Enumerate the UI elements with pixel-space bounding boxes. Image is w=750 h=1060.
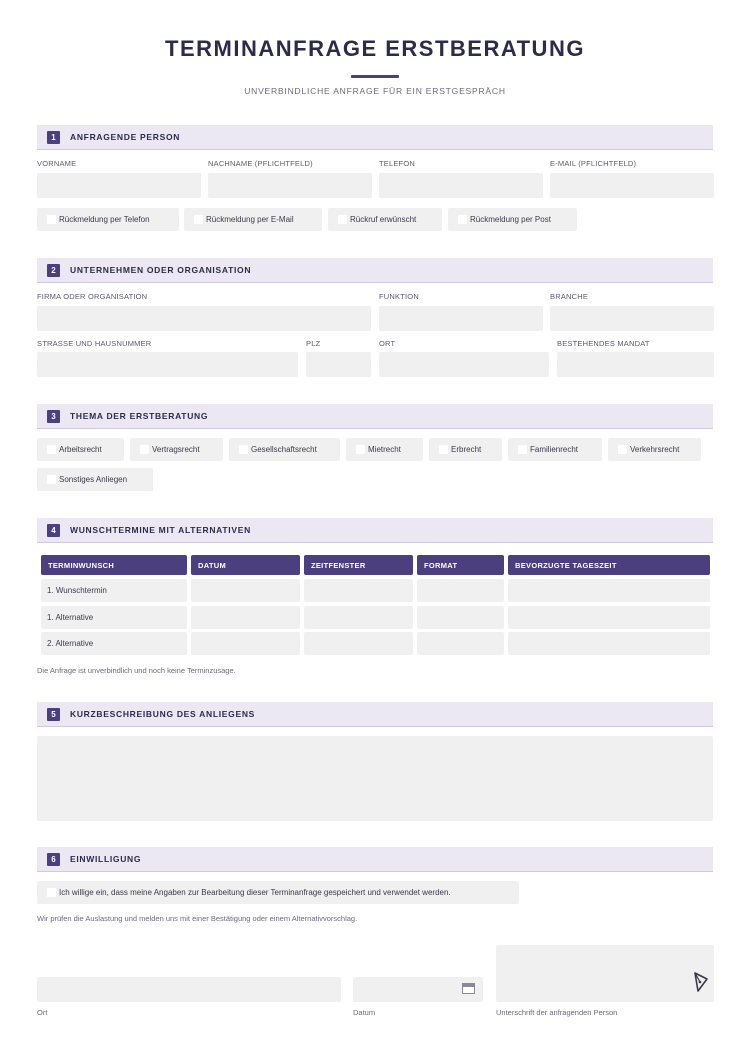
- unterschrift-caption: Unterschrift der anfragenden Person: [496, 1008, 618, 1017]
- table-header-datum: DATUM: [191, 555, 300, 575]
- table-cell-datum[interactable]: [191, 579, 300, 602]
- checkbox-box[interactable]: [239, 445, 248, 454]
- checkbox-verkehrsrecht[interactable]: [608, 438, 701, 461]
- table-row-label: 1. Wunschtermin: [41, 579, 187, 602]
- section-number: 2: [47, 264, 60, 277]
- nachname-field[interactable]: [208, 173, 372, 198]
- vorname-label: VORNAME: [37, 159, 77, 168]
- checkbox-box[interactable]: [518, 445, 527, 454]
- telefon-label: TELEFON: [379, 159, 415, 168]
- section-header-unternehmen: [37, 258, 713, 283]
- checkbox-vertragsrecht[interactable]: [130, 438, 223, 461]
- checkbox-mietrecht[interactable]: [346, 438, 423, 461]
- strasse-field[interactable]: [37, 352, 298, 377]
- section-title: THEMA DER ERSTBERATUNG: [70, 411, 209, 421]
- checkbox-label: Rückmeldung per Telefon: [59, 215, 150, 224]
- page-subtitle: UNVERBINDLICHE ANFRAGE FÜR EIN ERSTGESPRÄCH: [244, 86, 506, 96]
- section-title: UNTERNEHMEN ODER ORGANISATION: [70, 265, 252, 275]
- strasse-label: STRASSE UND HAUSNUMMER: [37, 339, 152, 348]
- section-number: 5: [47, 708, 60, 721]
- section-number: 3: [47, 410, 60, 423]
- datum-caption: Datum: [353, 1008, 376, 1017]
- section-number: 6: [47, 853, 60, 866]
- checkbox-gesellschaftsrecht[interactable]: [229, 438, 340, 461]
- checkbox-label: Rückmeldung per Post: [470, 215, 551, 224]
- checkbox-label: Vertragsrecht: [152, 445, 200, 454]
- table-cell-datum[interactable]: [191, 606, 300, 629]
- checkbox-rueckmeldung-email[interactable]: [184, 208, 322, 231]
- plz-label: PLZ: [306, 339, 321, 348]
- ort-label: ORT: [379, 339, 396, 348]
- firma-field[interactable]: [37, 306, 371, 331]
- checkbox-label: Sonstiges Anliegen: [59, 475, 128, 484]
- checkbox-arbeitsrecht[interactable]: [37, 438, 124, 461]
- section-header-beschreibung: [37, 702, 713, 727]
- section-header-einwilligung: [37, 847, 713, 872]
- section-header-thema: [37, 404, 713, 429]
- checkbox-rueckmeldung-telefon[interactable]: [37, 208, 179, 231]
- table-header-tageszeit: BEVORZUGTE TAGESZEIT: [508, 555, 710, 575]
- table-cell-zeitfenster[interactable]: [304, 632, 413, 655]
- table-cell-tageszeit[interactable]: [508, 606, 710, 629]
- vorname-field[interactable]: [37, 173, 201, 198]
- title-divider: [351, 75, 399, 78]
- checkbox-box[interactable]: [356, 445, 365, 454]
- checkbox-label: Rückruf erwünscht: [350, 215, 417, 224]
- checkbox-label: Mietrecht: [368, 445, 401, 454]
- ort-signature-field[interactable]: [37, 977, 341, 1002]
- checkbox-box[interactable]: [618, 445, 627, 454]
- einwilligung-note: Wir prüfen die Auslastung und melden uns mit einer Bestätigung oder einem Alternativvorschlag.: [37, 914, 358, 923]
- checkbox-box[interactable]: [47, 215, 56, 224]
- checkbox-label: Verkehrsrecht: [630, 445, 680, 454]
- mandat-field[interactable]: [557, 352, 714, 377]
- table-row-label: 2. Alternative: [41, 632, 187, 655]
- beschreibung-textarea[interactable]: [37, 736, 713, 821]
- checkbox-rueckmeldung-post[interactable]: [448, 208, 577, 231]
- mandat-label: BESTEHENDES MANDAT: [557, 339, 650, 348]
- email-field[interactable]: [550, 173, 714, 198]
- section-number: 4: [47, 524, 60, 537]
- checkbox-label: Erbrecht: [451, 445, 482, 454]
- checkbox-box[interactable]: [47, 475, 56, 484]
- nachname-label: NACHNAME (PFLICHTFELD): [208, 159, 313, 168]
- checkbox-box[interactable]: [140, 445, 149, 454]
- checkbox-label: Rückmeldung per E-Mail: [206, 215, 294, 224]
- checkbox-label: Gesellschaftsrecht: [251, 445, 317, 454]
- signature-field[interactable]: [496, 945, 714, 1002]
- checkbox-box[interactable]: [194, 215, 203, 224]
- checkbox-einwilligung[interactable]: [37, 881, 519, 904]
- table-cell-tageszeit[interactable]: [508, 579, 710, 602]
- funktion-field[interactable]: [379, 306, 543, 331]
- branche-field[interactable]: [550, 306, 714, 331]
- checkbox-label: Arbeitsrecht: [59, 445, 102, 454]
- firma-label: FIRMA ODER ORGANISATION: [37, 292, 148, 301]
- section-number: 1: [47, 131, 60, 144]
- table-header-terminwunsch: TERMINWUNSCH: [41, 555, 187, 575]
- checkbox-label: Familienrecht: [530, 445, 579, 454]
- checkbox-label: Ich willige ein, dass meine Angaben zur Bearbeitung dieser Terminanfrage gespeichert und verwendet werden.: [59, 888, 451, 897]
- checkbox-box[interactable]: [338, 215, 347, 224]
- telefon-field[interactable]: [379, 173, 543, 198]
- table-note: Die Anfrage ist unverbindlich und noch keine Terminzusage.: [37, 666, 236, 675]
- checkbox-box[interactable]: [458, 215, 467, 224]
- pen-icon: [692, 971, 710, 993]
- table-cell-format[interactable]: [417, 606, 504, 629]
- ort-field[interactable]: [379, 352, 549, 377]
- calendar-icon[interactable]: [462, 983, 475, 994]
- plz-field[interactable]: [306, 352, 371, 377]
- section-title: WUNSCHTERMINE MIT ALTERNATIVEN: [70, 525, 251, 535]
- email-label: E-MAIL (PFLICHTFELD): [550, 159, 637, 168]
- table-cell-tageszeit[interactable]: [508, 632, 710, 655]
- checkbox-erbrecht[interactable]: [429, 438, 502, 461]
- table-header-format: FORMAT: [417, 555, 504, 575]
- checkbox-box[interactable]: [439, 445, 448, 454]
- table-cell-format[interactable]: [417, 632, 504, 655]
- table-cell-zeitfenster[interactable]: [304, 579, 413, 602]
- table-header-zeitfenster: ZEITFENSTER: [304, 555, 413, 575]
- section-header-wunschtermine: [37, 518, 713, 543]
- funktion-label: FUNKTION: [379, 292, 419, 301]
- table-cell-zeitfenster[interactable]: [304, 606, 413, 629]
- section-title: EINWILLIGUNG: [70, 854, 142, 864]
- section-title: KURZBESCHREIBUNG DES ANLIEGENS: [70, 709, 256, 719]
- checkbox-sonstiges[interactable]: [37, 468, 153, 491]
- section-header-person: [37, 125, 713, 150]
- checkbox-box[interactable]: [47, 888, 56, 897]
- section-title: ANFRAGENDE PERSON: [70, 132, 181, 142]
- table-cell-datum[interactable]: [191, 632, 300, 655]
- table-cell-format[interactable]: [417, 579, 504, 602]
- ort-caption: Ort: [37, 1008, 48, 1017]
- checkbox-rueckruf[interactable]: [328, 208, 442, 231]
- checkbox-box[interactable]: [47, 445, 56, 454]
- checkbox-familienrecht[interactable]: [508, 438, 602, 461]
- branche-label: BRANCHE: [550, 292, 589, 301]
- table-row-label: 1. Alternative: [41, 606, 187, 629]
- page-title: TERMINANFRAGE ERSTBERATUNG: [165, 36, 585, 61]
